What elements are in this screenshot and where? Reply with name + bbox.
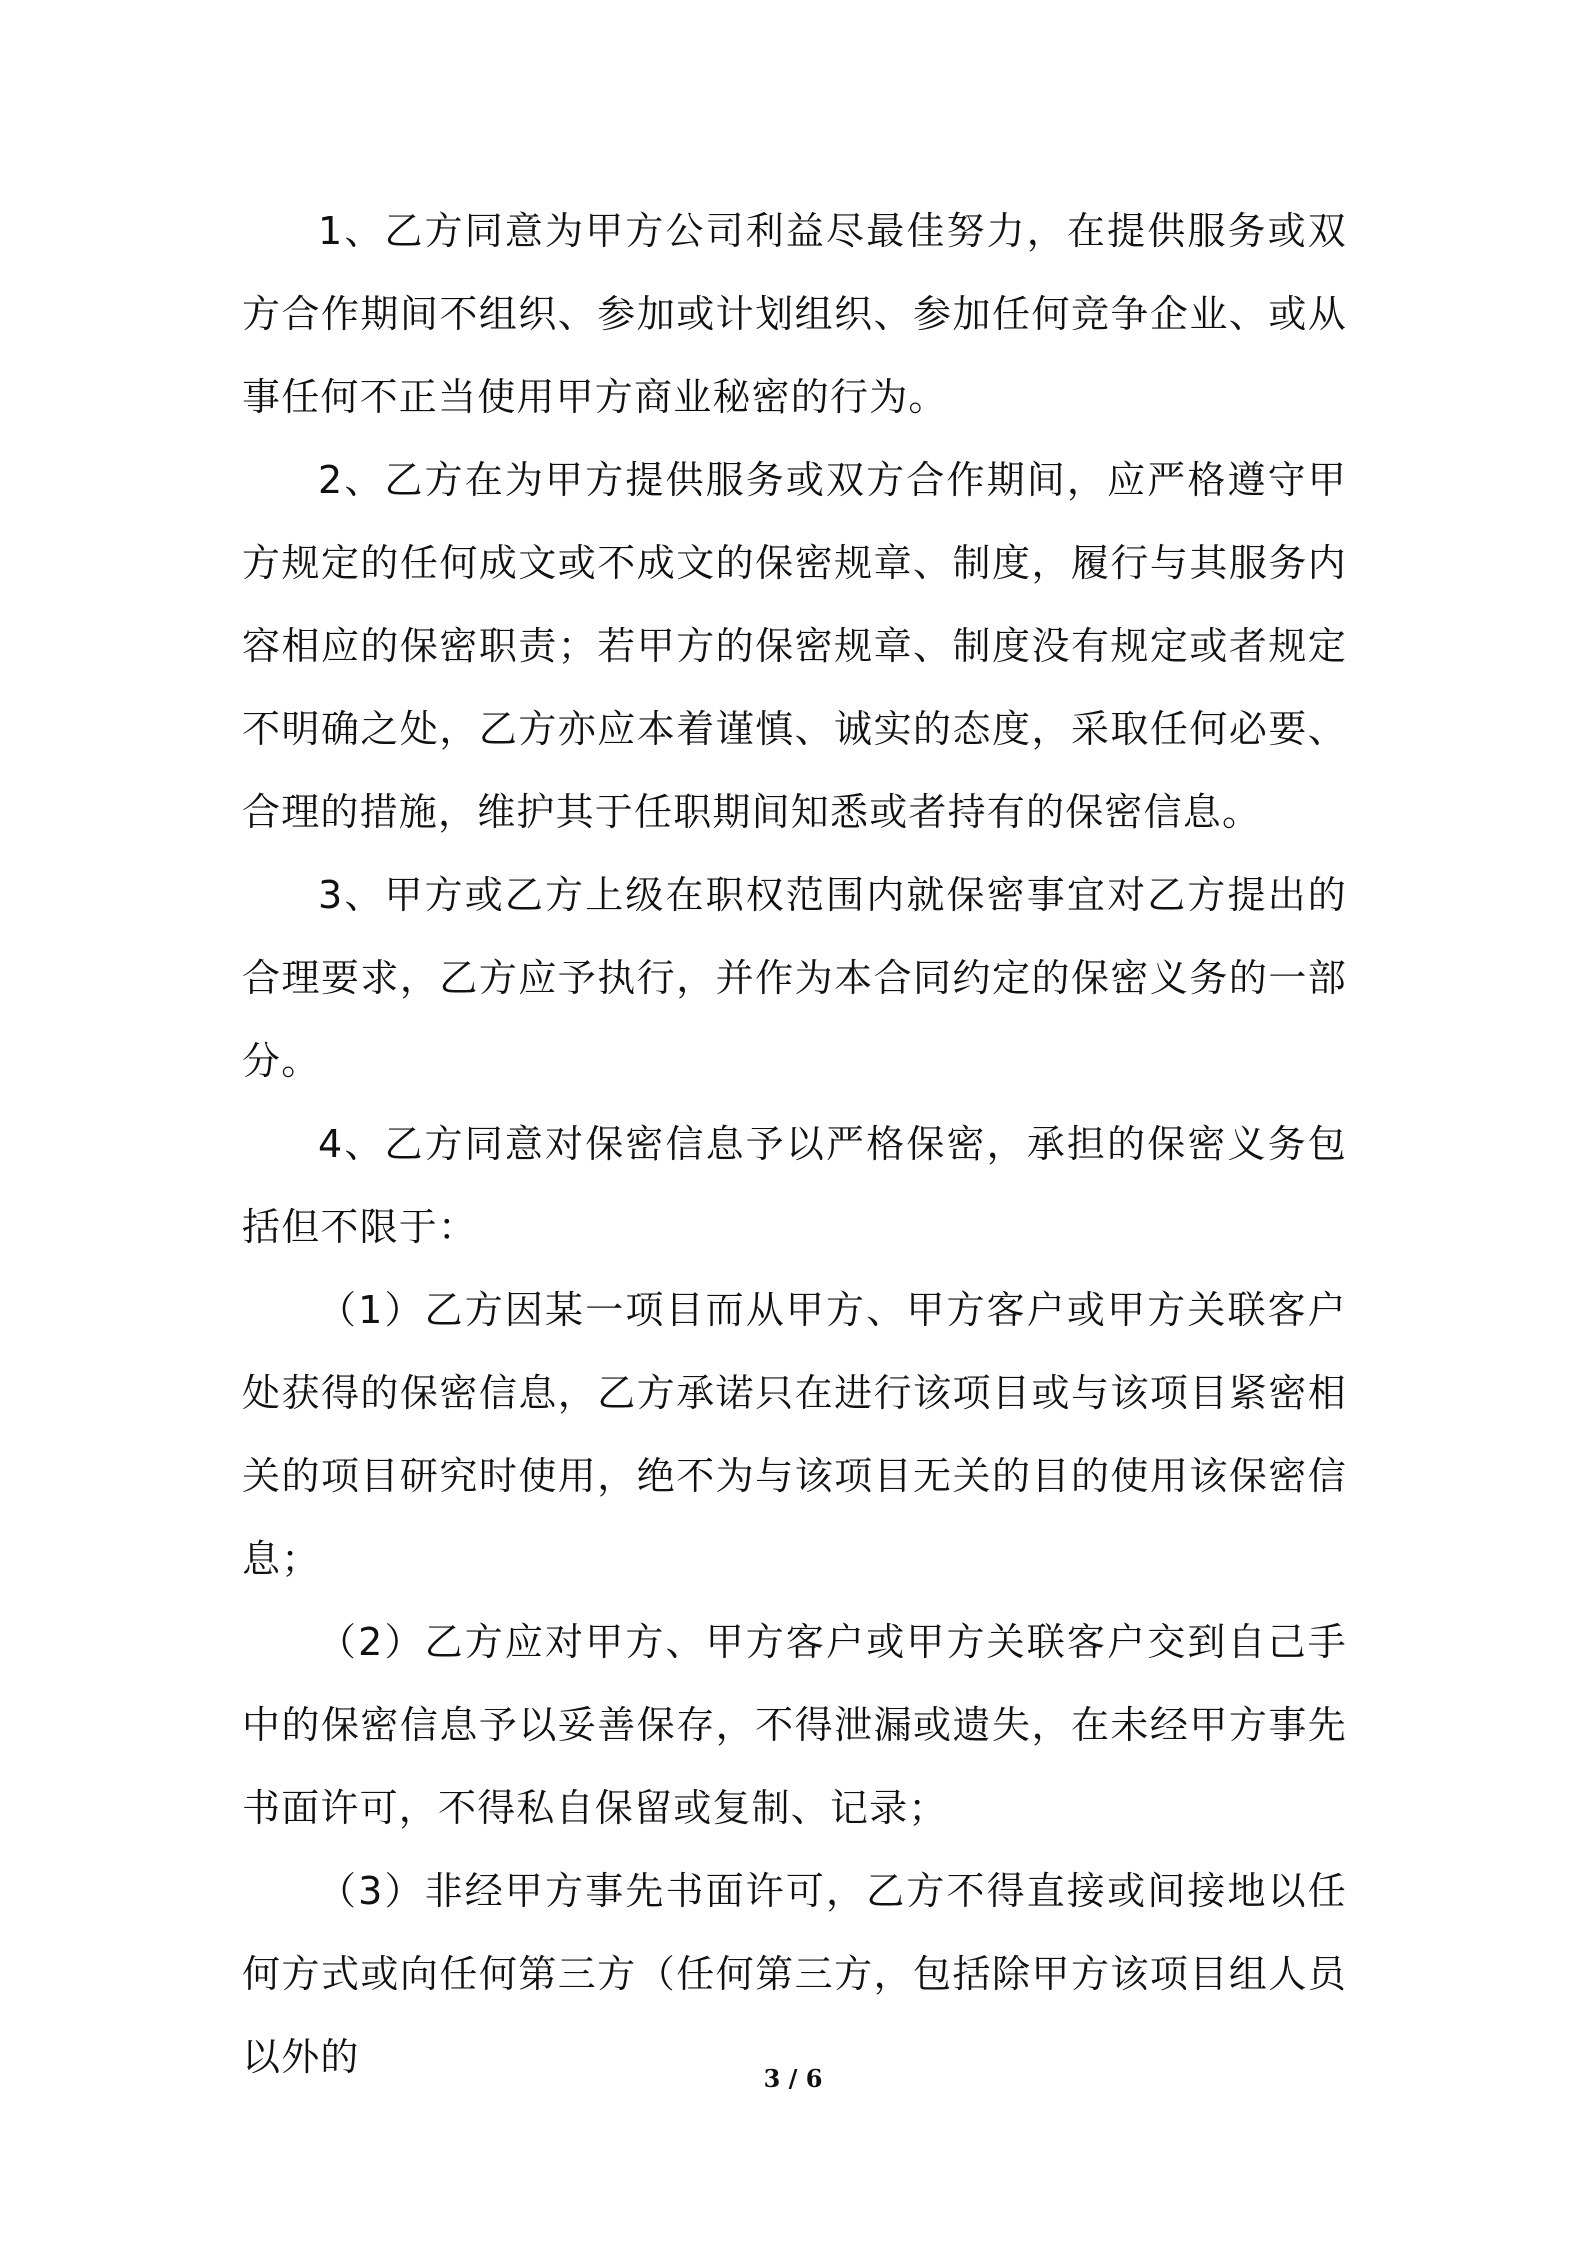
paragraph-2: 2、乙方在为甲方提供服务或双方合作期间，应严格遵守甲方规定的任何成文或不成文的保密规章、制度，履行与其服务内容相应的保密职责；若甲方的保密规章、制度没有规定或者规定不明确之处，乙方亦应本着谨慎、诚实的态度，采取任何必要、合理的措施，维护其于任职期间知悉或者持有的保密信息。 (242, 458, 1347, 834)
paragraph-4: 4、乙方同意对保密信息予以严格保密，承担的保密义务包括但不限于： (242, 1122, 1347, 1249)
page-number: 3 / 6 (763, 2064, 823, 2093)
paragraph-4-item-1: （1）乙方因某一项目而从甲方、甲方客户或甲方关联客户处获得的保密信息，乙方承诺只在进行该项目或与该项目紧密相关的项目研究时使用，绝不为与该项目无关的目的使用该保密信息； (242, 1288, 1347, 1581)
paragraph-1: 1、乙方同意为甲方公司利益尽最佳努力，在提供服务或双方合作期间不组织、参加或计划组织、参加任何竞争企业、或从事任何不正当使用甲方商业秘密的行为。 (242, 209, 1347, 419)
paragraph-4-item-2: （2）乙方应对甲方、甲方客户或甲方关联客户交到自己手中的保密信息予以妥善保存，不得泄漏或遗失，在未经甲方事先书面许可，不得私自保留或复制、记录； (242, 1620, 1347, 1830)
paragraph-3: 3、甲方或乙方上级在职权范围内就保密事宜对乙方提出的合理要求，乙方应予执行，并作为本合同约定的保密义务的一部分。 (242, 873, 1347, 1083)
paragraph-4-item-3: （3）非经甲方事先书面许可，乙方不得直接或间接地以任何方式或向任何第三方（任何第三方，包括除甲方该项目组人员以外的 (242, 1869, 1347, 2079)
document-body (242, 190, 1347, 2099)
